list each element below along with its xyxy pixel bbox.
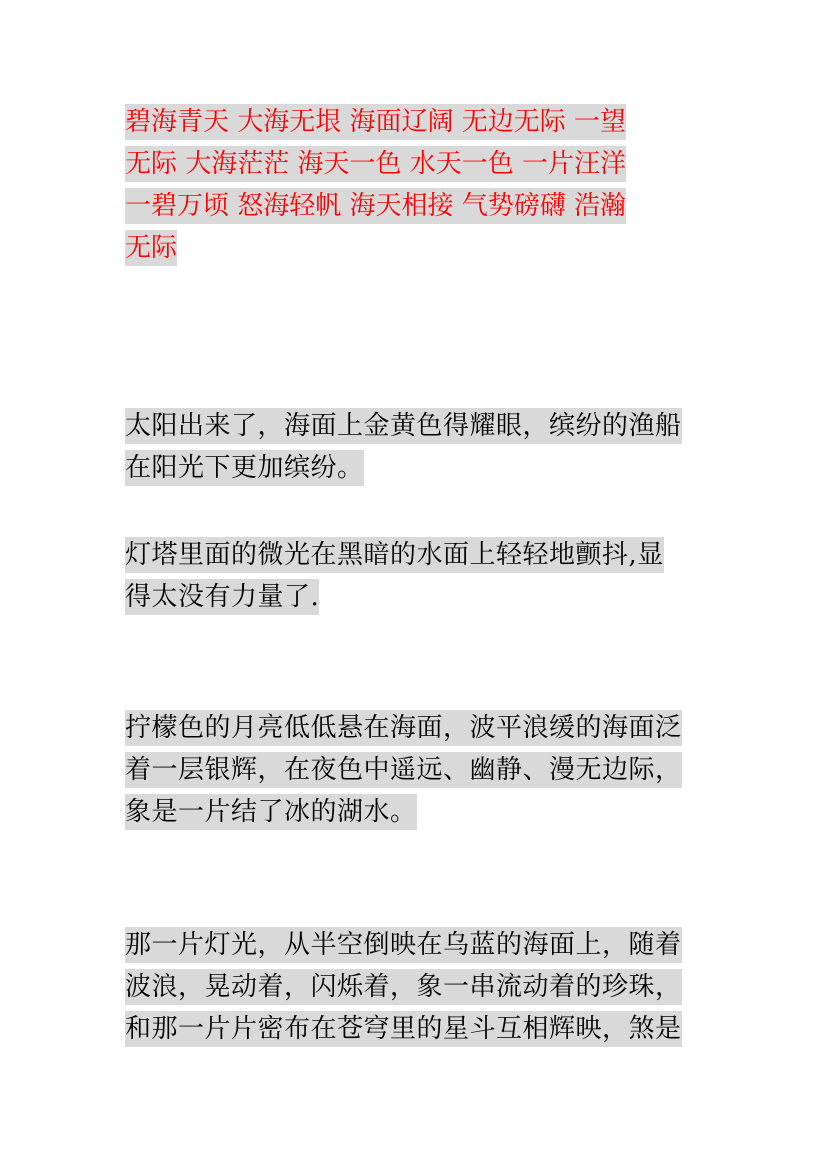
- text-line: [125, 188, 715, 224]
- text-line-content: 无际: [125, 230, 177, 266]
- text-line: [125, 537, 715, 573]
- lighthouse-paragraph: [125, 537, 715, 621]
- text-line: [125, 969, 715, 1005]
- text-line-content: 太阳出来了，海面上金黄色得耀眼，缤纷的渔船: [125, 408, 682, 444]
- sea-vocabulary-paragraph: [125, 104, 715, 272]
- text-line: [125, 710, 715, 746]
- text-line-content: 碧海青天 大海无垠 海面辽阔 无边无际 一望: [125, 104, 626, 140]
- text-line-content: 着一层银辉，在夜色中遥远、幽静、漫无边际，: [125, 752, 682, 788]
- text-line-content: 那一片灯光，从半空倒映在乌蓝的海面上，随着: [125, 927, 682, 963]
- text-line-content: 象是一片结了冰的湖水。: [125, 794, 417, 830]
- text-line: [125, 1011, 715, 1047]
- text-line-content: 在阳光下更加缤纷。: [125, 450, 364, 486]
- sunrise-paragraph: [125, 408, 715, 492]
- text-line: [125, 450, 715, 486]
- text-line-content: 灯塔里面的微光在黑暗的水面上轻轻地颤抖,显: [125, 537, 664, 573]
- text-line-content: 波浪，晃动着，闪烁着，象一串流动着的珍珠，: [125, 969, 682, 1005]
- text-line-content: 和那一片片密布在苍穹里的星斗互相辉映，煞是: [125, 1011, 682, 1047]
- city-lights-paragraph: [125, 927, 715, 1053]
- text-line-content: 无际 大海茫茫 海天一色 水天一色 一片汪洋: [125, 146, 626, 182]
- text-line: [125, 408, 715, 444]
- text-line: [125, 927, 715, 963]
- text-line-content: 一碧万顷 怒海轻帆 海天相接 气势磅礴 浩瀚: [125, 188, 626, 224]
- text-line: [125, 752, 715, 788]
- text-line-content: 拧檬色的月亮低低悬在海面，波平浪缓的海面泛: [125, 710, 682, 746]
- text-line: [125, 579, 715, 615]
- text-line: [125, 104, 715, 140]
- moonlight-paragraph: [125, 710, 715, 836]
- text-line: [125, 146, 715, 182]
- text-line-content: 得太没有力量了.: [125, 579, 319, 615]
- text-line: [125, 230, 715, 266]
- text-line: [125, 794, 715, 830]
